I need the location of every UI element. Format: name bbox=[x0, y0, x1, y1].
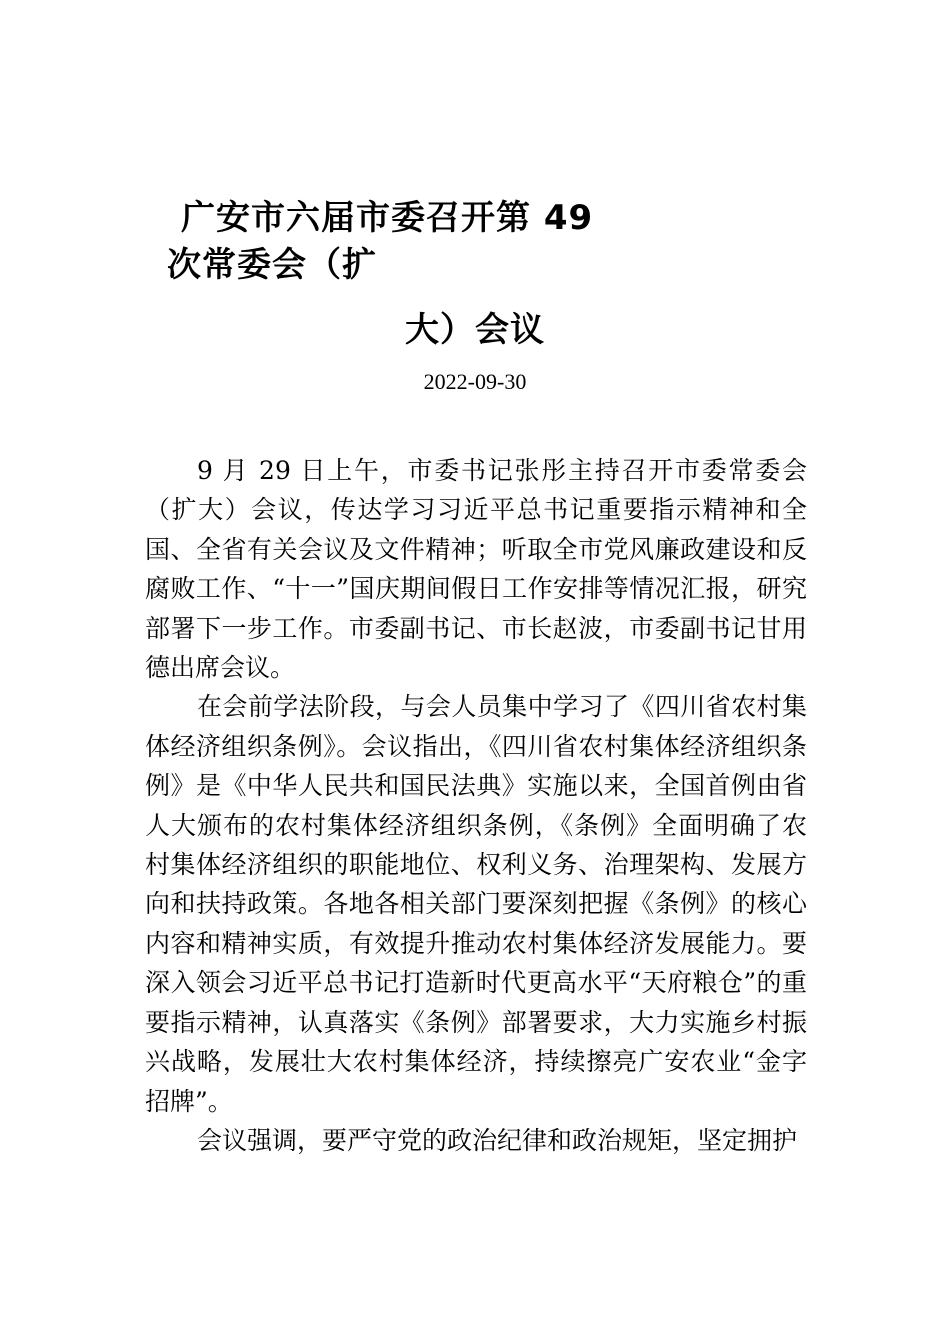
title-line-3: 大）会议 bbox=[405, 310, 545, 350]
paragraph-3: 会议强调，要严守党的政治纪律和政治规矩，坚定拥护 bbox=[197, 1125, 798, 1155]
publish-date: 2022-09-30 bbox=[423, 369, 527, 394]
paragraph-2: 在会前学法阶段，与会人员集中学习了《四川省农村集体经济组织条例》。会议指出，《四川省农村集体经济组织条例》是《中华人民共和国民法典》实施以来，全国首例由省人大颁布的农村集体经济组织条例，《条例》全面明确了农村集体经济组织的职能地位、权利义务、治理架构、发展方向和扶持政策。各地各相关部门要深刻把握《条例》的核心内容和精神实质，有效提升推动农村集体经济发展能力。要深入领会习近平总书记打造新时代更高水平“天府粮仓”的重要指示精神，认真落实《条例》部署要求，大力实施乡村振兴战略，发展壮大农村集体经济，持续擦亮广安农业“金字招牌”。 bbox=[145, 692, 807, 1116]
title-line-2: 次常委会（扩 bbox=[167, 245, 377, 285]
article-body bbox=[145, 451, 807, 1160]
title-line-1: 广安市六届市委召开第 49 bbox=[181, 198, 594, 238]
paragraph-1: 9 月 29 日上午，市委书记张彤主持召开市委常委会（扩大）会议，传达学习习近平总书记重要指示精神和全国、全省有关会议及文件精神；听取全市党风廉政建设和反腐败工作、“十一”国庆期间假日工作安排等情况汇报，研究部署下一步工作。市委副书记、市长赵波，市委副书记甘用德出席会议。 bbox=[145, 456, 807, 683]
